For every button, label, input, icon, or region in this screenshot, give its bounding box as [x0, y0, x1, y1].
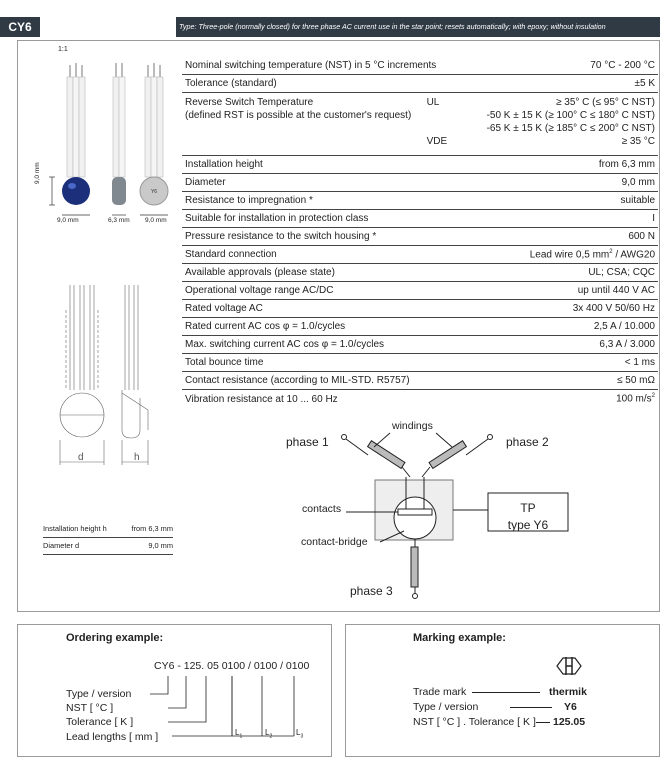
ordering-tolerance: Tolerance [ K ]: [66, 716, 134, 728]
spec-row-rated-voltage: [182, 300, 658, 318]
dim-label-2: 6,3 mm: [108, 217, 130, 224]
spec-row-vibration: [182, 390, 658, 408]
ordering-title: Ordering example:: [66, 632, 164, 644]
spec-row-impregnation: [182, 192, 658, 210]
spec-row-tolerance: [182, 75, 658, 93]
spec-value: up until 440 V AC: [577, 285, 655, 296]
marking-nst-tolerance: NST [ °C ] . Tolerance [ K ]: [413, 716, 536, 728]
type-description-bar: Type: Three-pole (normally closed) for three phase AC current use in the star point; resets automatically; with epoxy; without insulation: [176, 17, 660, 37]
spec-value: 2,5 A / 10.000: [593, 321, 655, 332]
thermik-logo-icon: [555, 654, 583, 678]
spec-value: 70 °C - 200 °C: [590, 60, 655, 71]
windings-label: windings: [392, 420, 433, 432]
spec-row-approvals: [182, 264, 658, 282]
spec-label: Reverse Switch Temperature: [185, 97, 314, 108]
sensor-back-view: [140, 63, 168, 205]
conn-sup: 2: [609, 248, 613, 255]
specification-table: [182, 57, 658, 408]
spec-label: (defined RST is possible at the customer's request): [185, 110, 412, 121]
tp-type-label: type Y6: [507, 518, 549, 532]
spec-row-protection-class: [182, 210, 658, 228]
spec-value: -65 K ± 15 K (≥ 185° C ≤ 200° C NST): [486, 123, 655, 134]
spec-label: Suitable for installation in protection class: [185, 213, 369, 224]
svg-text:Y6: Y6: [150, 189, 158, 195]
marking-trade-mark: Trade mark: [413, 686, 467, 698]
dim-d-label: d: [78, 452, 84, 463]
install-value: 9,0 mm: [148, 541, 173, 550]
ordering-nst: NST [ °C ]: [66, 702, 114, 714]
leader-line: [472, 692, 540, 693]
rst-values-col: [487, 93, 658, 155]
spec-value: I: [652, 213, 655, 224]
spec-label: Operational voltage range AC/DC: [185, 285, 334, 296]
spec-label: Diameter: [185, 177, 226, 188]
ordering-code: CY6 - 125. 05 0100 / 0100 / 0100: [154, 660, 310, 672]
table-row: [43, 538, 173, 555]
spec-value: 3x 400 V 50/60 Hz: [572, 303, 655, 314]
spec-value: ±5 K: [634, 78, 655, 89]
spec-label: Contact resistance (according to MIL-STD. R5757): [185, 375, 410, 386]
marking-type-version: Type / version: [413, 701, 479, 713]
product-photo: [30, 55, 180, 235]
ordering-leader-lines: [130, 672, 320, 742]
spec-label: Max. switching current AC cos φ = 1.0/cycles: [185, 339, 385, 350]
spec-value: ≤ 50 mΩ: [617, 375, 655, 386]
tp-box: [488, 500, 568, 534]
install-label: Installation height h: [43, 524, 107, 533]
scale-label: 1:1: [58, 46, 68, 53]
install-value: from 6,3 mm: [131, 524, 173, 533]
spec-row-diameter: [182, 174, 658, 192]
spec-label: Resistance to impregnation *: [185, 195, 313, 206]
spec-label: Rated voltage AC: [185, 303, 263, 314]
height-dim-label: 9,0 mm: [34, 162, 41, 184]
spec-value: < 1 ms: [624, 357, 655, 368]
spec-row-connection: [182, 246, 658, 264]
spec-row-rst: [182, 93, 658, 156]
spec-value: UL; CSA; CQC: [588, 267, 655, 278]
phase2-label: phase 2: [506, 435, 549, 449]
lead-l3: [296, 728, 303, 740]
marking-nst-value: 125.05: [553, 716, 586, 728]
spec-value: [616, 393, 658, 404]
tp-label: TP: [520, 501, 536, 515]
phase1-label: phase 1: [286, 435, 329, 449]
spec-row-bounce: [182, 354, 658, 372]
lead-l1: [235, 728, 242, 740]
spec-label: Nominal switching temperature (NST) in 5 °C increments: [185, 60, 437, 71]
spec-value: [530, 249, 658, 260]
sensor-side-view: [112, 63, 126, 205]
spec-value: suitable: [620, 195, 655, 206]
vde-label: VDE: [426, 136, 448, 147]
l1-index: 1: [239, 733, 243, 740]
spec-label: Pressure resistance to the switch housing *: [185, 231, 377, 242]
leader-line: [536, 722, 550, 723]
vibration-sup: 2: [651, 393, 655, 400]
spec-row-height: [182, 156, 658, 174]
rst-label-col: [182, 93, 427, 155]
sensor-front-view: [62, 63, 90, 205]
spec-label: Rated current AC cos φ = 1.0/cycles: [185, 321, 346, 332]
l3-index: 3: [300, 733, 304, 740]
spec-row-contact-resistance: [182, 372, 658, 390]
spec-row-nst: [182, 57, 658, 75]
conn-value: Lead wire 0,5 mm: [529, 249, 610, 261]
spec-value: ≥ 35° C (≤ 95° C NST): [556, 97, 655, 108]
marking-type-value: Y6: [564, 701, 577, 713]
technical-drawing: [30, 280, 180, 490]
dim-h-label: h: [134, 452, 140, 463]
dim-label-1: 9,0 mm: [57, 217, 79, 224]
contact-bridge-label: contact-bridge: [301, 536, 368, 548]
spec-value: 6,3 A / 3.000: [599, 339, 655, 350]
vibration-value: 100 m/s: [616, 393, 652, 405]
dim-label-3: 9,0 mm: [145, 217, 167, 224]
l2-letter: L: [265, 728, 270, 737]
ordering-lead-lengths: Lead lengths [ mm ]: [66, 731, 159, 743]
ordering-type-version: Type / version: [66, 688, 132, 700]
product-code-tag: CY6: [0, 17, 40, 37]
rst-approval-col: [427, 93, 487, 155]
spec-row-max-current: [182, 336, 658, 354]
l2-index: 2: [269, 733, 273, 740]
l1-letter: L: [235, 728, 240, 737]
spec-label: Vibration resistance at 10 ... 60 Hz: [185, 393, 338, 405]
spec-label: Installation height: [185, 159, 263, 170]
spec-row-rated-current: [182, 318, 658, 336]
spec-value: -50 K ± 15 K (≥ 100° C ≤ 180° C NST): [486, 110, 655, 121]
spec-row-voltage-range: [182, 282, 658, 300]
spec-value: 600 N: [628, 231, 655, 242]
l3-letter: L: [296, 728, 301, 737]
spec-value: 9,0 mm: [621, 177, 655, 188]
spec-label: Tolerance (standard): [185, 78, 277, 89]
marking-title: Marking example:: [413, 632, 506, 644]
contacts-label: contacts: [302, 503, 342, 515]
table-row: [43, 521, 173, 538]
phase3-label: phase 3: [350, 584, 393, 598]
ul-label: UL: [426, 97, 440, 108]
conn-awg: / AWG20: [612, 249, 655, 261]
lead-l2: [265, 728, 272, 740]
spec-value: from 6,3 mm: [598, 159, 655, 170]
spec-label: Standard connection: [185, 249, 277, 260]
marking-trade-mark-value: thermik: [549, 686, 587, 698]
leader-line: [510, 707, 552, 708]
installation-table: [43, 521, 173, 555]
install-label: Diameter d: [43, 541, 80, 550]
spec-value: ≥ 35 °C: [621, 136, 655, 147]
spec-row-pressure: [182, 228, 658, 246]
spec-label: Available approvals (please state): [185, 267, 335, 278]
spec-label: Total bounce time: [185, 357, 264, 368]
